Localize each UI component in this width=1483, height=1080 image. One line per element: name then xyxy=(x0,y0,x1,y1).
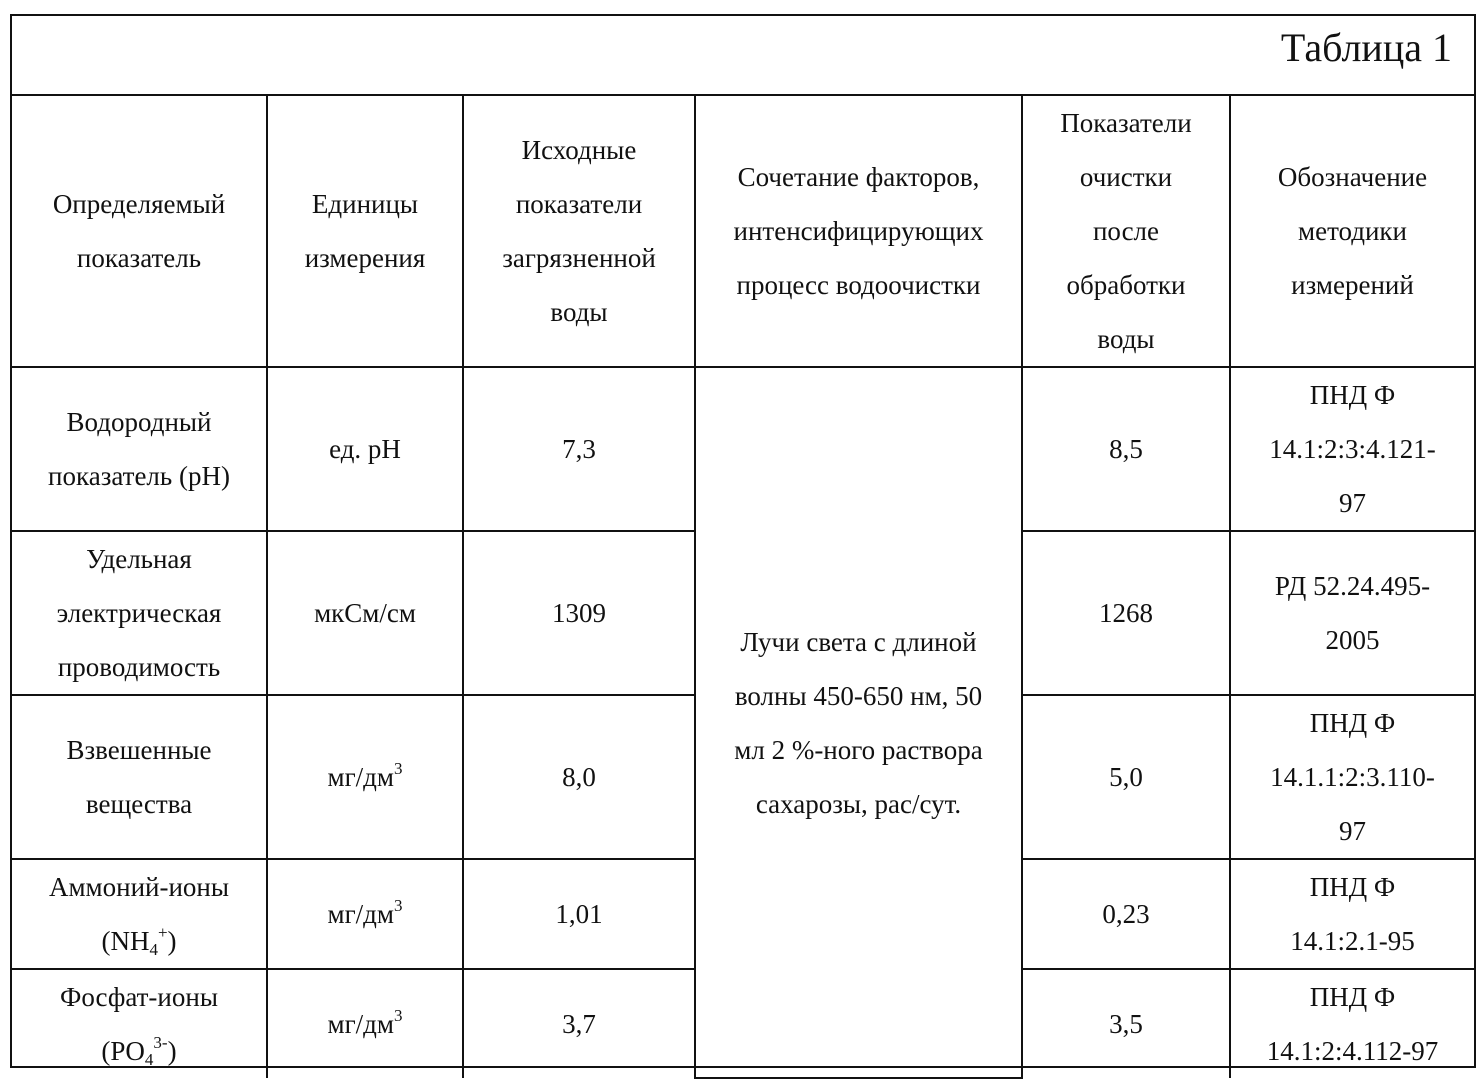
cell-indicator: Водородный показатель (рН) xyxy=(12,367,267,531)
data-table xyxy=(12,96,1474,1079)
cell-initial: 7,3 xyxy=(463,367,695,531)
cell-unit: $мг/дм^3$ xyxy=(267,695,463,859)
cell-method: ПНД Ф 14.1:2:3:4.121- 97 xyxy=(1230,367,1474,531)
header-units: Единицы измерения xyxy=(267,96,463,367)
cell-after: 3,5 xyxy=(1022,969,1230,1078)
cell-method: ПНД Ф 14.1:2:4.112-97 xyxy=(1230,969,1474,1078)
cell-indicator: Аммоний-ионы $(NH_4^+)$ xyxy=(12,859,267,969)
cell-unit: ед. рН xyxy=(267,367,463,531)
cell-method: ПНД Ф 14.1:2.1-95 xyxy=(1230,859,1474,969)
cell-indicator: Фосфат-ионы $(PO_4^{3-})$ xyxy=(12,969,267,1078)
cell-factors: Лучи света с длиной волны 450-650 нм, 50 мл 2 %-ного раствора сахарозы, рас/сут. xyxy=(695,367,1022,1078)
cell-unit: мкСм/см xyxy=(267,531,463,695)
cell-indicator: Взвешенные вещества xyxy=(12,695,267,859)
cell-unit: $мг/дм^3$ xyxy=(267,859,463,969)
cell-after: 0,23 xyxy=(1022,859,1230,969)
cell-indicator: Удельная электрическая проводимость xyxy=(12,531,267,695)
header-initial: Исходные показатели загрязненной воды xyxy=(463,96,695,367)
chem-formula: $(NH_4^+)$ xyxy=(101,923,177,959)
header-indicator: Определяемый показатель xyxy=(12,96,267,367)
cell-method: РД 52.24.495- 2005 xyxy=(1230,531,1474,695)
cell-initial: 8,0 xyxy=(463,695,695,859)
cell-method: ПНД Ф 14.1.1:2:3.110- 97 xyxy=(1230,695,1474,859)
header-after: Показатели очистки после обработки воды xyxy=(1022,96,1230,367)
table-caption-row xyxy=(12,16,1474,96)
cell-unit: $мг/дм^3$ xyxy=(267,969,463,1078)
cell-after: 1268 xyxy=(1022,531,1230,695)
header-method: Обозначение методики измерений xyxy=(1230,96,1474,367)
cell-after: 5,0 xyxy=(1022,695,1230,859)
header-row xyxy=(12,96,1474,367)
chem-formula: $(PO_4^{3-})$ xyxy=(101,1033,177,1069)
cell-initial: 1,01 xyxy=(463,859,695,969)
table-title: Таблица 1 xyxy=(1280,25,1452,70)
cell-after: 8,5 xyxy=(1022,367,1230,531)
header-factors: Сочетание факторов, интенсифицирующих процесс водоочистки xyxy=(695,96,1022,367)
table-row xyxy=(12,367,1474,531)
cell-initial: 1309 xyxy=(463,531,695,695)
table-frame xyxy=(10,14,1476,1068)
cell-initial: 3,7 xyxy=(463,969,695,1078)
